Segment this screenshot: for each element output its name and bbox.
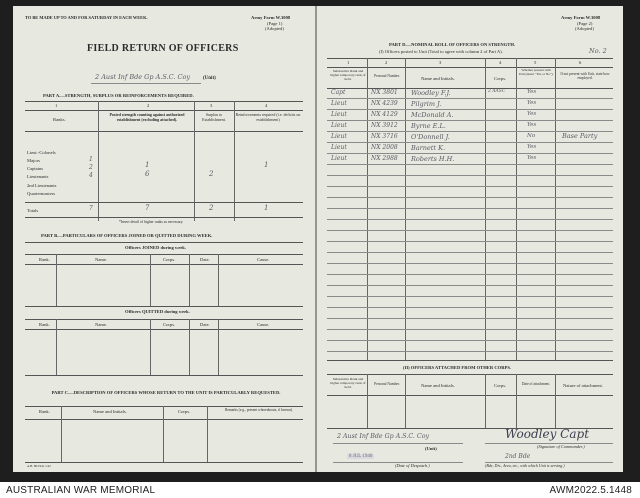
roll-rule (327, 219, 613, 220)
roll-rule (327, 351, 613, 352)
attached-header-rule (327, 395, 613, 396)
part-d-ii-heading: (II) OFFICERS ATTACHED FROM OTHER CORPS. (403, 365, 512, 370)
part-c-col-rank: Rank. (39, 409, 50, 414)
date-stamp: 8 JUL 1940 (349, 454, 373, 459)
col-header-number: Personal Number. (374, 74, 400, 78)
part-b-heading: PART B.—PARTICULARS OF OFFICERS JOINED OR QUITTED DURING WEEK. (41, 233, 213, 238)
col-number: 6 (579, 60, 582, 65)
roll-rule (327, 175, 613, 176)
total-surplus: 2 (209, 204, 214, 212)
col-number: 4 (499, 60, 502, 65)
rank-label: Captains (27, 166, 44, 171)
quitted-cols-rule (25, 329, 303, 330)
rank-label: Majors (27, 158, 41, 163)
attached-col-name: Name and Initials. (421, 383, 455, 388)
officer-number: NX 4239 (371, 100, 398, 107)
officer-present: Yes (527, 122, 537, 128)
officer-name: O'Donnell J. (411, 133, 450, 141)
col-number: 1 (347, 60, 350, 65)
adopted-label: (Adopted) (265, 26, 284, 31)
part-b-top-rule (25, 242, 303, 243)
officer-number: NX 3912 (371, 122, 398, 129)
col-divider (194, 101, 195, 221)
officer-present: Yes (527, 155, 537, 161)
col-header-surplus: Surplus to Establishment. (202, 112, 226, 122)
quitted-col-date: Date. (200, 322, 210, 327)
joined-col-name: Name. (95, 257, 108, 262)
col-header-name: Name and Initials. (421, 76, 455, 81)
part-c-top-rule (25, 406, 303, 407)
attached-col-corps: Corps. (494, 383, 507, 388)
part-c-col-name: Name and Initials. (93, 409, 127, 414)
total-establishment: 7 (89, 205, 93, 212)
right-page (317, 6, 623, 472)
joined-bottom-rule (25, 306, 303, 307)
col-divider (234, 101, 235, 221)
col-divider (485, 374, 486, 428)
officer-name: McDonald A. (411, 111, 454, 119)
roll-rule (327, 120, 613, 121)
col-divider (516, 58, 517, 360)
footer-institution: AUSTRALIAN WAR MEMORIAL (6, 485, 156, 496)
officer-present: Yes (527, 144, 537, 150)
officer-name: Barnett K. (411, 144, 446, 152)
col-number: 4 (265, 103, 268, 108)
page-label: (Page 2) (577, 21, 593, 26)
roll-rule (327, 307, 613, 308)
roll-rule (327, 263, 613, 264)
officer-name: Pilgrim J. (411, 100, 442, 108)
roll-rule (327, 142, 613, 143)
officer-present: Yes (527, 100, 537, 106)
roll-rule (327, 109, 613, 110)
quitted-header-rule (25, 319, 303, 320)
col-divider (207, 406, 208, 462)
col-number-rule (327, 67, 613, 68)
unit-underline (333, 443, 463, 444)
officer-corps: 2 AASC (488, 89, 506, 94)
col-number: 1 (55, 103, 58, 108)
roll-rule (327, 186, 613, 187)
joined-header-rule (25, 254, 303, 255)
unit-handwritten: 2 Aust Inf Bde Gp A.S.C. Coy (95, 73, 191, 81)
officer-rank: Lieut (331, 100, 347, 107)
page-label: (Page 1) (267, 21, 283, 26)
roll-rule (327, 274, 613, 275)
joined-cols-rule (25, 264, 303, 265)
footer-accession-number: AWM2022.5.1448 (549, 485, 632, 496)
part-d-top-rule (327, 58, 613, 59)
col-header-corps: Corps. (494, 76, 507, 81)
required-value: 1 (264, 161, 269, 169)
roll-rule (327, 241, 613, 242)
roll-rule (327, 296, 613, 297)
header-bottom-rule (25, 131, 303, 132)
quitted-col-name: Name. (95, 322, 108, 327)
part-c-bottom-rule (25, 462, 303, 463)
joined-col-date: Date. (200, 257, 210, 262)
header-rule (25, 110, 303, 111)
col-divider (56, 254, 57, 306)
total-posted: 7 (145, 204, 150, 212)
col-header-employed: If not present with Unit, state how employed. (560, 72, 610, 81)
commander-signature: Woodley Capt (505, 427, 590, 441)
unit-handwritten: 2 Aust Inf Bde Gp A.S.C. Coy (337, 433, 430, 440)
attached-col-nature: Nature of attachment. (563, 383, 603, 388)
part-c-col-remarks: Remarks (e.g., present whereabouts, if known). (224, 408, 294, 412)
officer-number: NX 2988 (371, 155, 398, 162)
officer-present: Yes (527, 89, 537, 95)
roll-rule (327, 340, 613, 341)
joined-title: Officers JOINED during week. (125, 245, 186, 250)
attached-top-rule (327, 374, 613, 375)
part-c-col-corps: Corps. (178, 409, 191, 414)
col-divider (163, 406, 164, 462)
officer-number: NX 2008 (371, 144, 398, 151)
part-c-cols-rule (25, 419, 303, 420)
roll-rule (327, 285, 613, 286)
attached-col-rank: Substantive Rank and higher temporary rank, if held. (330, 377, 366, 390)
adopted-label: (Adopted) (575, 26, 594, 31)
officer-rank: Lieut (331, 155, 347, 162)
form-title: FIELD RETURN OF OFFICERS (87, 43, 239, 54)
roll-rule (327, 252, 613, 253)
left-page (13, 6, 315, 472)
col-divider (150, 319, 151, 375)
joined-col-cause: Cause. (257, 257, 270, 262)
posted-value: 1 (145, 161, 150, 169)
attached-col-number: Personal Number. (374, 382, 400, 386)
part-d-heading: PART D.—NOMINAL ROLL OF OFFICERS ON STRENGTH. (389, 42, 516, 47)
part-d-subheading: (I) Officers posted to Unit (Total to agree with column 2 of Part A). (379, 49, 503, 54)
top-notice: TO BE MADE UP TO AND FOR SATURDAY IN EACH WEEK. (25, 15, 148, 20)
part-a-bottom-rule (25, 217, 303, 218)
officer-name: Byrne E.L. (411, 122, 446, 130)
print-code: A.B. 80/1941 1/42 (27, 464, 51, 468)
col-header-rank: Substantive Rank and higher temporary rank, if held. (330, 69, 366, 82)
quitted-title: Officers QUITTED during week. (125, 309, 190, 314)
col-divider (61, 406, 62, 462)
part-b-bottom-rule (25, 375, 303, 376)
rank-label: Quartermasters (27, 191, 56, 196)
total-required: 1 (264, 204, 269, 212)
col-number: 5 (534, 60, 537, 65)
col-divider (150, 254, 151, 306)
rank-label: Lieut.-Colonels (27, 150, 56, 155)
officer-rank: Lieut (331, 144, 347, 151)
rank-label: Lieutenants (27, 174, 49, 179)
rank-label: 2nd Lieutenants (27, 183, 57, 188)
army-form-label: Army Form W.3008 (561, 15, 601, 20)
signature-label: (Signature of Commander.) (537, 444, 585, 449)
col-divider (485, 58, 486, 360)
totals-label: Totals (27, 208, 39, 213)
army-form-label: Army Form W.3008 (251, 15, 291, 20)
col-divider (405, 58, 406, 360)
col-divider (555, 374, 556, 428)
roll-rule (327, 230, 613, 231)
col-divider (98, 101, 99, 221)
date-label: (Date of Despatch.) (395, 463, 430, 468)
col-divider (218, 319, 219, 375)
part-a-footnote: *Insert detail of higher ranks as necessary. (119, 220, 184, 224)
quitted-col-cause: Cause. (257, 322, 270, 327)
part-a-heading: PART A.—STRENGTH, SURPLUS OR REINFORCEMENTS REQUIRED. (43, 93, 194, 98)
surplus-value: 2 (209, 170, 214, 178)
joined-col-corps: Corps. (163, 257, 176, 262)
unit-label: (Unit) (425, 446, 437, 451)
col-divider (189, 319, 190, 375)
joined-col-rank: Rank. (39, 257, 50, 262)
col-number: 2 (385, 60, 388, 65)
establishment-value: 2 (89, 164, 93, 171)
roll-rule (327, 153, 613, 154)
col-divider (218, 254, 219, 306)
col-divider (367, 374, 368, 428)
roll-rule (327, 164, 613, 165)
header-bottom-rule (327, 88, 613, 89)
col-divider (56, 319, 57, 375)
col-divider (189, 254, 190, 306)
col-number: 3 (439, 60, 442, 65)
col-header-posted: Posted strength counting against authorized establishment (excluding attached). (109, 112, 185, 122)
part-a-top-rule (25, 101, 303, 102)
posted-value: 6 (145, 170, 150, 178)
col-header-reinforcements: Reinforcements required (i.e. deficits on establishment) (235, 112, 301, 122)
officer-name: Woodley F.J. (411, 89, 451, 97)
archive-footer (0, 482, 640, 498)
establishment-value: 1 (89, 156, 93, 163)
col-divider (405, 374, 406, 428)
roll-rule (327, 318, 613, 319)
roll-rule (327, 197, 613, 198)
col-number: 2 (147, 103, 150, 108)
quitted-col-corps: Corps. (163, 322, 176, 327)
officer-rank: Lieut (331, 122, 347, 129)
col-divider (367, 58, 368, 360)
unit-underline (91, 83, 201, 84)
quitted-col-rank: Rank. (39, 322, 50, 327)
formation-handwritten: 2nd Bde (505, 453, 531, 460)
officer-number: NX 4129 (371, 111, 398, 118)
col-header-present: Whether present with Unit (insert "Yes or No"). (518, 68, 554, 76)
page-number-handwritten: No. 2 (589, 47, 607, 55)
establishment-value: 4 (89, 172, 93, 179)
col-divider (516, 374, 517, 428)
officer-number: NX 3801 (371, 89, 398, 96)
formation-label: (Bde, Div., Area, etc., with which Unit is serving.) (485, 463, 565, 468)
col-header-ranks: Ranks. (53, 117, 66, 122)
officer-present: Yes (527, 111, 537, 117)
part-c-heading: PART C.—DESCRIPTION OF OFFICERS WHOSE RETURN TO THE UNIT IS PARTICULARLY REQUESTED. (51, 390, 281, 395)
officer-number: NX 3716 (371, 133, 398, 140)
officer-rank: Capt (331, 89, 346, 96)
officer-present: No (527, 133, 536, 139)
roll-rule (327, 329, 613, 330)
attached-col-date: Date of attachment. (521, 382, 551, 386)
officer-rank: Lieut (331, 133, 347, 140)
unit-label: (Unit) (203, 76, 216, 81)
totals-rule (25, 202, 303, 203)
officer-rank: Lieut (331, 111, 347, 118)
roll-rule (327, 98, 613, 99)
roll-rule (327, 208, 613, 209)
officer-employed: Base Party (562, 132, 598, 140)
col-divider (555, 58, 556, 360)
officer-name: Roberts H.H. (411, 155, 455, 163)
col-number: 3 (210, 103, 213, 108)
part-d-bottom-rule (327, 360, 613, 361)
